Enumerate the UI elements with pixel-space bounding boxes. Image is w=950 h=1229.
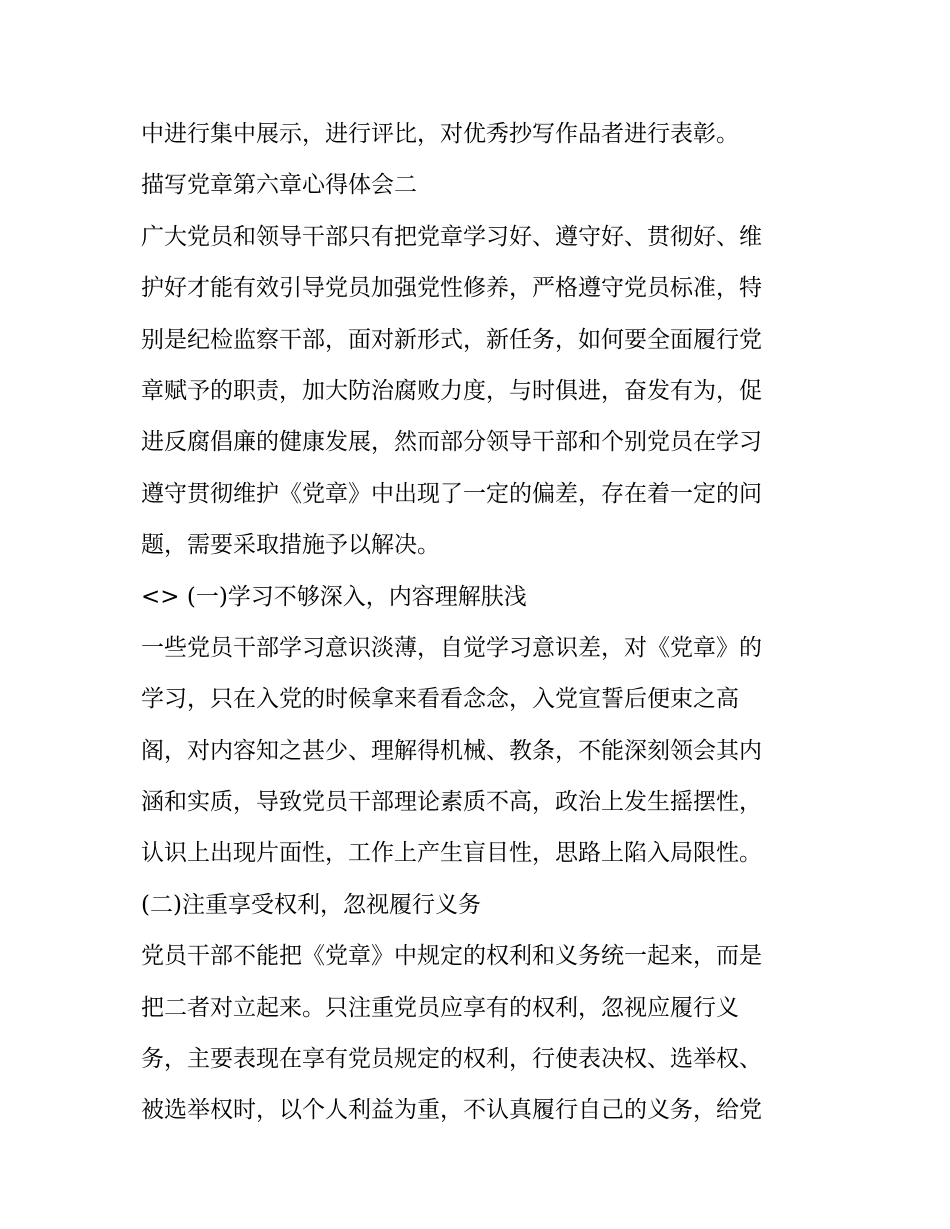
text-line: 护好才能有效引导党员加强党性修养，严格遵守党员标准，特 <box>141 275 762 302</box>
text-line: 阁，对内容知之甚少、理解得机械、教条，不能深刻领会其内 <box>141 737 762 764</box>
text-line: 涵和实质，导致党员干部理论素质不高，政治上发生摇摆性， <box>141 789 762 816</box>
text-line: 遵守贯彻维护《党章》中出现了一定的偏差，存在着一定的问 <box>141 480 762 507</box>
text-line: 别是纪检监察干部，面对新形式，新任务，如何要全面履行党 <box>141 326 762 353</box>
subheading-one: <> (一)学习不够深入，内容理解肤浅 <box>141 583 527 610</box>
text-line: 把二者对立起来。只注重党员应享有的权利，忽视应履行义 <box>141 994 739 1021</box>
section-heading: 描写党章第六章心得体会二 <box>141 172 417 199</box>
text-line: 被选举权时，以个人利益为重，不认真履行自己的义务，给党 <box>141 1097 762 1124</box>
text-line: 广大党员和领导干部只有把党章学习好、遵守好、贯彻好、维 <box>141 223 762 250</box>
text-line: 进反腐倡廉的健康发展，然而部分领导干部和个别党员在学习 <box>141 429 762 456</box>
subheading-two: (二)注重享受权利，忽视履行义务 <box>141 891 481 918</box>
text-line: 中进行集中展示，进行评比，对优秀抄写作品者进行表彰。 <box>141 121 739 147</box>
text-line: 题，需要采取措施予以解决。 <box>141 532 440 559</box>
text-line: 章赋予的职责，加大防治腐败力度，与时俱进，奋发有为，促 <box>141 377 762 404</box>
text-line: 务，主要表现在享有党员规定的权利，行使表决权、选举权、 <box>141 1046 762 1073</box>
text-line: 党员干部不能把《党章》中规定的权利和义务统一起来，而是 <box>141 943 762 970</box>
document-body <box>141 109 821 1137</box>
text-line: 一些党员干部学习意识淡薄，自觉学习意识差，对《党章》的 <box>141 634 762 661</box>
text-line: 认识上出现片面性，工作上产生盲目性，思路上陷入局限性。 <box>141 840 762 867</box>
text-line: 学习，只在入党的时候拿来看看念念，入党宣誓后便束之高 <box>141 686 739 713</box>
